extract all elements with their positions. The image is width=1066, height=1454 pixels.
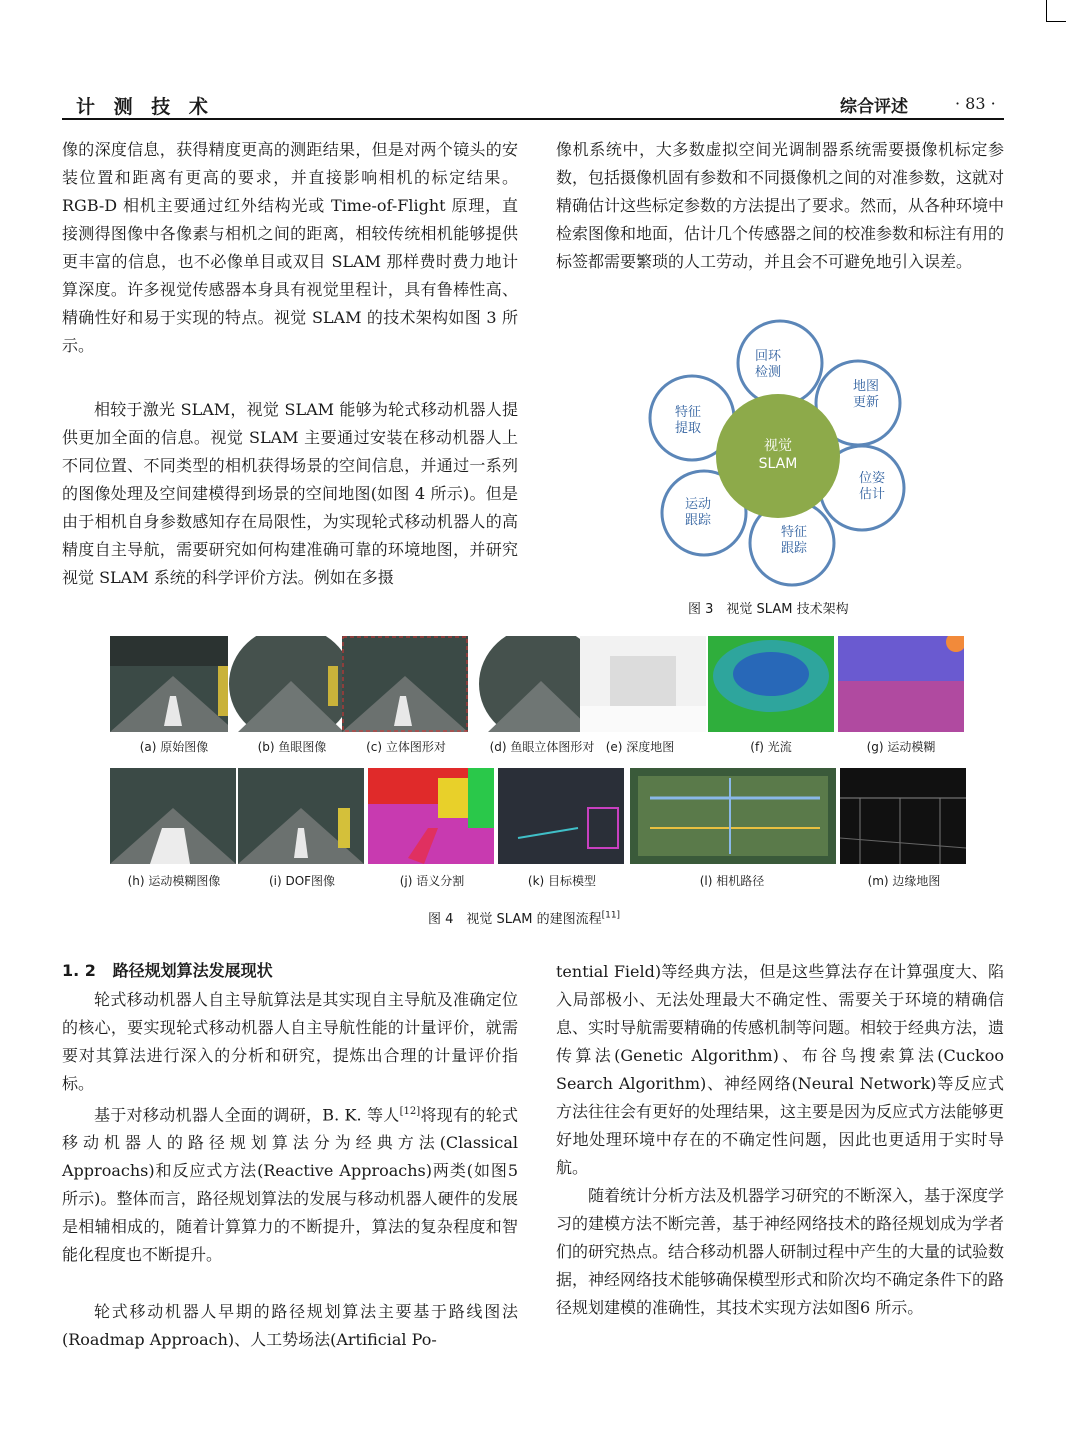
figure-4-caption-ref: [11] — [601, 910, 621, 921]
thumb-edge-map — [840, 768, 966, 864]
section-title: 路径规划算法发展现状 — [112, 961, 273, 980]
crop-mark — [1046, 21, 1066, 22]
lower-left-paragraph-2 — [62, 1098, 518, 1269]
right-paragraph-1: 像机系统中，大多数虚拟空间光调制器系统需要摄像机标定参数，包括摄像机固有参数和不同摄像机之间的对准参数，这就对精确估计这些标定参数的方法提出了要求。然而，从各种环境中检索图像和地面，估计几个传感器之间的校准参数和标注有用的标签都需要繁琐的人工劳动，并且会不可避免地引入误差。 — [556, 140, 1005, 271]
node-label: 位姿 — [858, 471, 886, 486]
center-label: 视觉 — [764, 438, 792, 454]
row1-label: (g) 运动模糊 — [866, 740, 936, 754]
node-label: 运动 — [684, 497, 712, 512]
figure-3-caption: 图 3 视觉 SLAM 技术架构 — [688, 602, 849, 617]
figure-4-caption — [428, 908, 620, 927]
left-paragraph-1: 像的深度信息，获得精度更高的测距结果，但是对两个镜头的安装位置和距离有更高的要求，并直接影响相机的标定结果。RGB-D 相机主要通过红外结构光或 Time-of-Flight 原理，直接测得图像中各像素与相机之间的距离，相较传统相机能够提供更丰富的信息，也不必像单目或双目 SLAM 那样费时费力地计算深度。许多视觉传感器本身具有视觉里程计，具有鲁棒性高、精确性好和易于实现的特点。视觉 SLAM 的技术架构如图 3 所示。 — [62, 140, 518, 355]
thumb-fisheye-image — [228, 636, 354, 732]
figure-4-caption-text: 图 4 视觉 SLAM 的建图流程 — [428, 912, 602, 927]
left-paragraph-2: 相较于激光 SLAM，视觉 SLAM 能够为轮式移动机器人提供更加全面的信息。视觉 SLAM 主要通过安装在移动机器人上不同位置、不同类型的相机获得场景的空间信息，并通过一系列的图像处理及空间建模得到场景的空间地图(如图 4 所示)。但是由于相机自身参数感知存在局限性，为实现轮式移动机器人的高精度自主导航，需要研究如何构建准确可靠的环境地图，并研究视觉 SLAM 系统的科学评价方法。例如在多摄 — [62, 400, 518, 587]
thumb-depth-map — [580, 636, 706, 732]
row2-label: (j) 语义分割 — [399, 874, 465, 888]
lower-left-paragraph-3: 轮式移动机器人早期的路径规划算法主要基于路线图法(Roadmap Approach)、人工势场法(Artificial Po- — [62, 1302, 518, 1349]
section-heading — [62, 958, 273, 981]
crop-mark — [1046, 0, 1047, 22]
lower-left-p2-start: 基于对移动机器人全面的调研，B. K. 等人 — [94, 1105, 400, 1125]
figure-3-diagram — [640, 318, 930, 593]
lower-left-paragraph-1: 轮式移动机器人自主导航算法是其实现自主导航及准确定位的核心，要实现轮式移动机器人自主导航性能的计量评价，就需要对其算法进行深入的分析和研究，提炼出合理的计量评价指标。 — [62, 990, 518, 1093]
row1-label: (c) 立体图形对 — [366, 740, 446, 754]
thumb-camera-path — [630, 768, 836, 864]
node-label: 估计 — [858, 487, 886, 502]
row2-label: (k) 目标模型 — [527, 874, 597, 888]
page-number: · 83 · — [955, 94, 996, 113]
center-label: SLAM — [758, 456, 798, 472]
section-number: 1. 2 — [62, 961, 96, 980]
lower-left-p2-rest: 将现有的轮式移动机器人的路径规划算法分为经典方法(Classical Approachs)和反应式方法(Reactive Approachs)两类(如图5 所示)。整体而言，路径规划算法的发展与移动机器人硬件的发展是相辅相成的，随着计算算力的不断提升，算法的复杂程度和智能化程度也不断提升。 — [62, 1105, 518, 1265]
node-label: 跟踪 — [780, 541, 808, 556]
thumb-semantic-segmentation — [368, 768, 494, 864]
lower-right-paragraph-1: tential Field)等经典方法，但是这些算法存在计算强度大、陷入局部极小、无法处理最大不确定性、需要关于环境的精确信息、实时导航需要精确的传感机制等问题。相较于经典方法，遗传算法(Genetic Algorithm)、布谷鸟搜索算法(Cuckoo Search Algorithm)、神经网络(Neural Network)等反应式方法往往会有更好的处理结果，这主要是因为反应式方法能够更好地处理环境中存在的不确定性问题，因此也更适用于实时导航。 — [556, 962, 1005, 1177]
node-label: 提取 — [674, 421, 702, 436]
lower-right-paragraph-2: 随着统计分析方法及机器学习研究的不断深入，基于深度学习的建模方法不断完善，基于神经网络技术的路径规划成为学者们的研究热点。结合移动机器人研制过程中产生的大量的试验数据，神经网络技术能够确保模型形式和阶次均不确定条件下的路径规划建模的准确性，其技术实现方法如图6 所示。 — [556, 1186, 1005, 1317]
thumb-motion-blur-image — [110, 768, 236, 864]
header-rule — [62, 118, 1004, 120]
thumb-optical-flow — [708, 636, 834, 732]
node-label: 更新 — [852, 395, 880, 410]
row2-label: (m) 边缘地图 — [867, 874, 941, 888]
section-label: 综合评述 — [840, 97, 908, 117]
row1-label: (f) 光流 — [750, 740, 792, 754]
row2-label: (l) 相机路径 — [699, 874, 765, 888]
figure-4-grid — [110, 636, 970, 896]
node-label: 回环 — [754, 349, 782, 364]
journal-title: 计 测 技 术 — [76, 96, 214, 118]
thumb-dof-image — [238, 768, 364, 864]
row2-label: (h) 运动模糊图像 — [127, 874, 221, 888]
row1-label: (b) 鱼眼图像 — [257, 740, 327, 754]
node-label: 特征 — [780, 525, 808, 540]
node-label: 地图 — [852, 379, 880, 394]
row2-label: (i) DOF图像 — [268, 874, 336, 888]
node-label: 跟踪 — [684, 513, 712, 528]
thumb-motion-blur — [838, 636, 964, 732]
row1-label: (e) 深度地图 — [605, 740, 675, 754]
thumb-stereo-pair — [342, 636, 468, 732]
row1-label: (d) 鱼眼立体图形对 — [489, 740, 595, 754]
node-label: 特征 — [674, 405, 702, 420]
thumb-original-image — [110, 636, 236, 732]
node-label: 检测 — [754, 365, 782, 380]
citation-ref: [12] — [399, 1106, 421, 1117]
row1-label: (a) 原始图像 — [139, 740, 209, 754]
thumb-object-model — [498, 768, 624, 864]
